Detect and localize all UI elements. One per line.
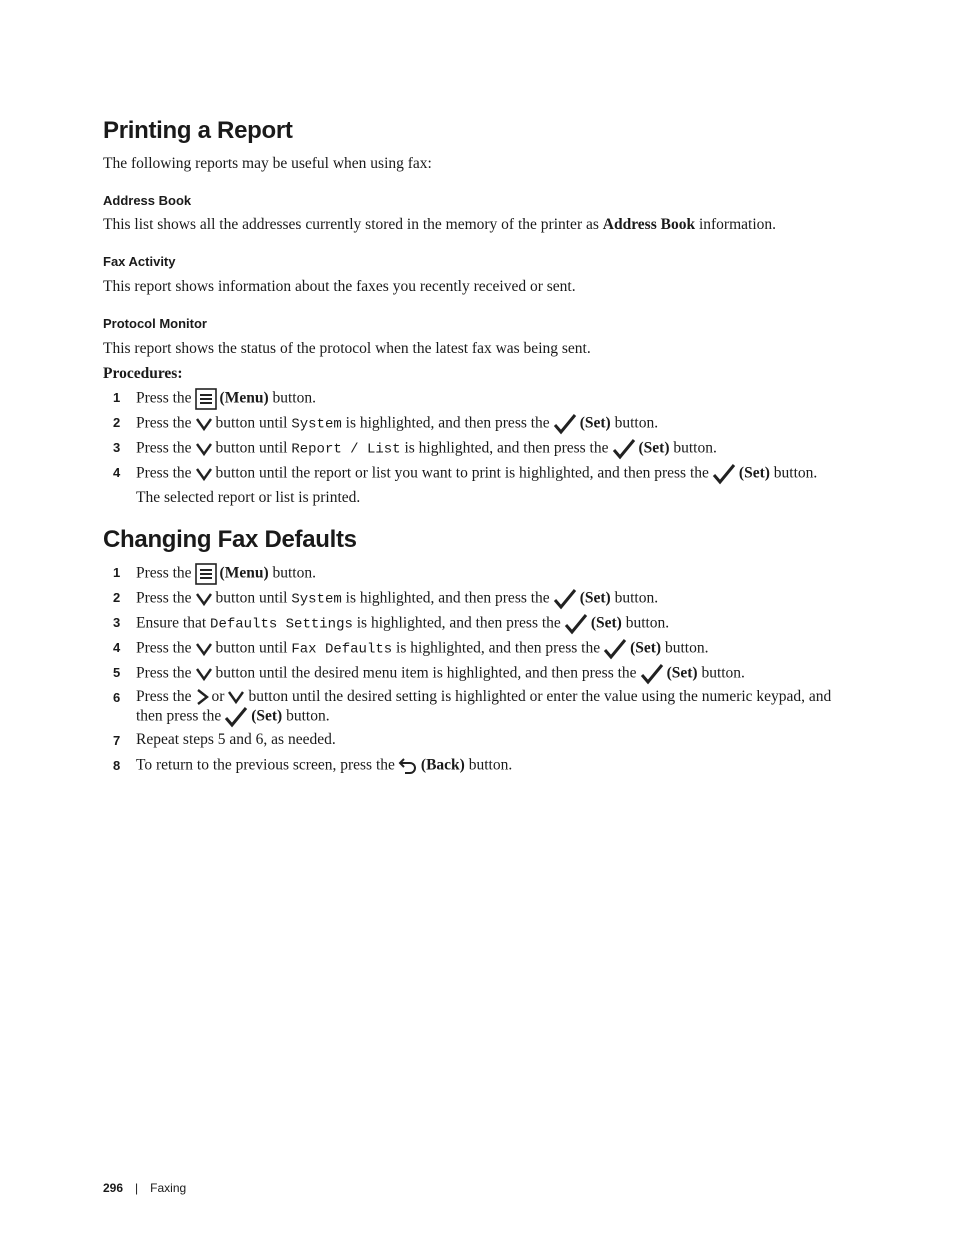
address-book-text: This list shows all the addresses currently stored in the memory of the printer as Address Book information. <box>103 216 777 233</box>
page-footer <box>103 1181 186 1195</box>
checkmark-icon <box>712 463 736 485</box>
checkmark-icon <box>553 413 577 435</box>
result-text: The selected report or list is printed. <box>136 489 361 506</box>
intro-text: The following reports may be useful when using fax: <box>103 155 432 172</box>
footer-separator: | <box>135 1181 139 1195</box>
down-arrow-icon <box>195 641 213 657</box>
checkmark-icon <box>553 588 577 610</box>
protocol-monitor-text: This report shows the status of the protocol when the latest fax was being sent. <box>103 340 591 357</box>
procedures-label: Procedures: <box>103 365 183 382</box>
down-arrow-icon <box>195 591 213 607</box>
section-title-printing-report: Printing a Report <box>103 117 293 144</box>
section-title-changing-fax-defaults: Changing Fax Defaults <box>103 526 357 553</box>
menu-icon <box>195 388 217 410</box>
page-number: 296 <box>103 1181 124 1195</box>
menu-icon <box>195 563 217 585</box>
down-arrow-icon <box>195 416 213 432</box>
checkmark-icon <box>603 638 627 660</box>
checkmark-icon <box>612 438 636 460</box>
heading-address-book: Address Book <box>103 193 192 208</box>
heading-fax-activity: Fax Activity <box>103 254 176 269</box>
down-arrow-icon <box>195 466 213 482</box>
checkmark-icon <box>564 613 588 635</box>
fax-activity-text: This report shows information about the faxes you recently received or sent. <box>103 278 576 295</box>
down-arrow-icon <box>195 666 213 682</box>
down-arrow-icon <box>227 689 245 705</box>
down-arrow-icon <box>195 441 213 457</box>
chapter-name: Faxing <box>150 1181 187 1195</box>
checkmark-icon <box>640 663 664 685</box>
right-arrow-icon <box>195 688 209 706</box>
heading-protocol-monitor: Protocol Monitor <box>103 316 207 331</box>
back-arrow-icon <box>398 756 418 776</box>
checkmark-icon <box>224 706 248 728</box>
